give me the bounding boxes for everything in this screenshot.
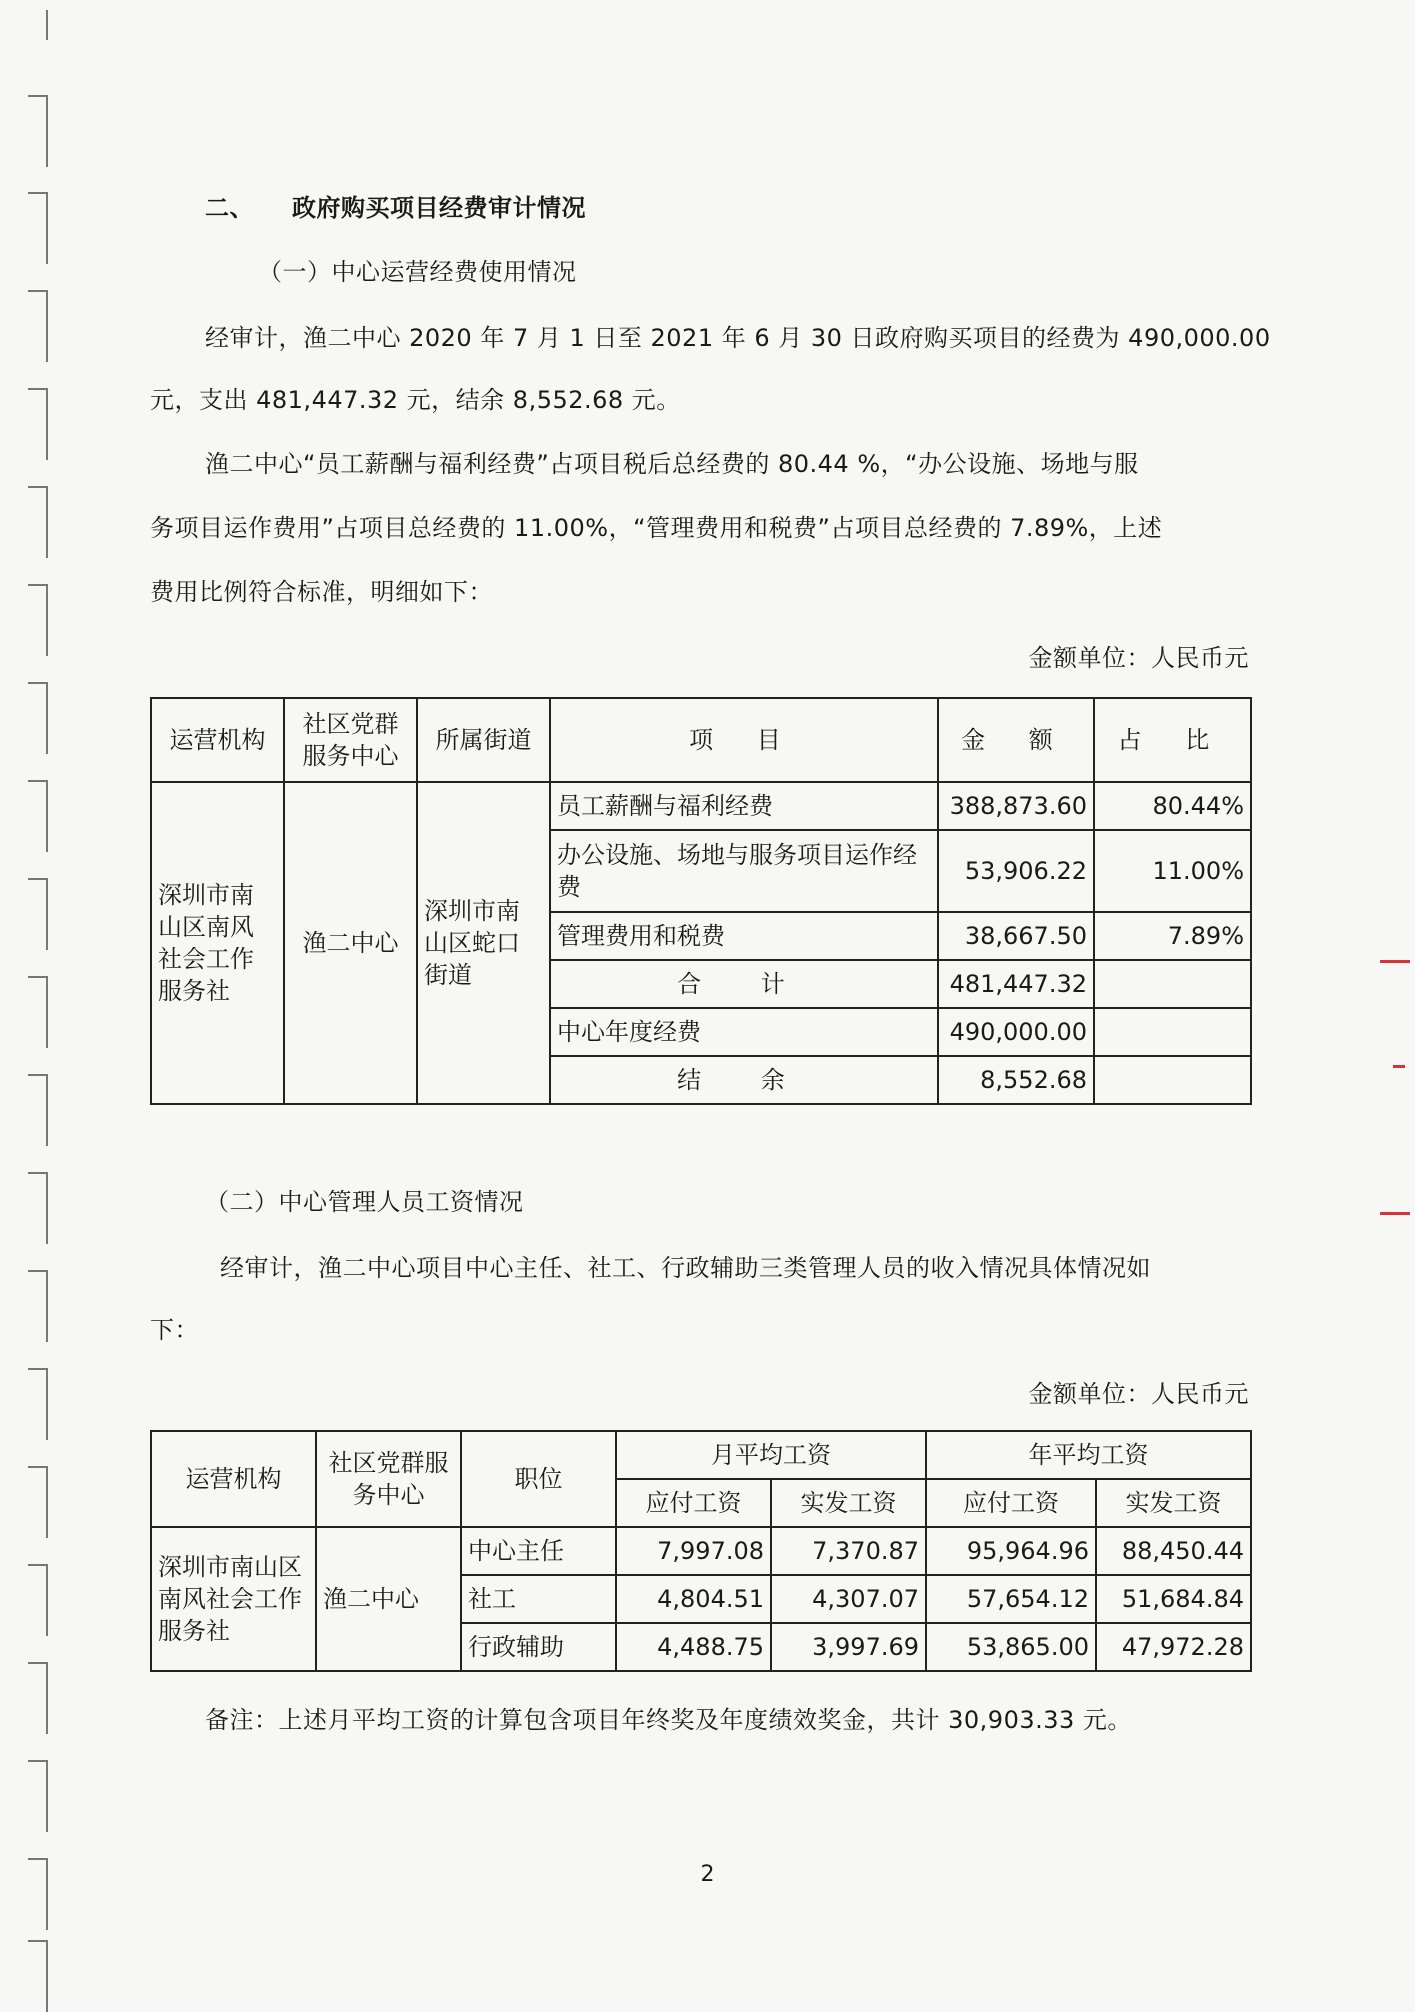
- header-ratio: 占 比: [1094, 698, 1251, 782]
- yearly-payable-cell: 53,865.00: [926, 1623, 1096, 1671]
- header-item: 项 目: [550, 698, 938, 782]
- header-monthly-actual: 实发工资: [771, 1479, 926, 1527]
- amount-unit-label: 金额单位：人民币元: [1028, 644, 1249, 672]
- header-position: 职位: [461, 1431, 616, 1527]
- binding-edge: [0, 0, 60, 2000]
- amount-cell: 490,000.00: [938, 1008, 1094, 1056]
- amount-cell: 53,906.22: [938, 830, 1094, 912]
- paragraph-2-line-3: 费用比例符合标准，明细如下：: [150, 578, 493, 606]
- ratio-cell: 11.00%: [1094, 830, 1251, 912]
- monthly-payable-cell: 7,997.08: [616, 1527, 771, 1575]
- header-yearly-payable: 应付工资: [926, 1479, 1096, 1527]
- amount-cell: 388,873.60: [938, 782, 1094, 830]
- header-center: 社区党群服务中心: [316, 1431, 461, 1527]
- monthly-payable-cell: 4,804.51: [616, 1575, 771, 1623]
- seal-edge-mark: [1380, 1212, 1410, 1215]
- ratio-cell: 7.89%: [1094, 912, 1251, 960]
- monthly-actual-cell: 3,997.69: [771, 1623, 926, 1671]
- ratio-cell: [1094, 1008, 1251, 1056]
- table-row: [151, 782, 1251, 830]
- monthly-actual-cell: 4,307.07: [771, 1575, 926, 1623]
- item-cell: 员工薪酬与福利经费: [550, 782, 938, 830]
- amount-cell: 481,447.32: [938, 960, 1094, 1008]
- header-monthly: 月平均工资: [616, 1431, 926, 1479]
- amount-cell: 8,552.68: [938, 1056, 1094, 1104]
- street-cell: 深圳市南山区蛇口街道: [417, 782, 550, 1104]
- table-header-row: [151, 1431, 1251, 1479]
- header-org: 运营机构: [151, 1431, 316, 1527]
- amount-cell: 38,667.50: [938, 912, 1094, 960]
- table-row: [151, 1527, 1251, 1575]
- section-heading: 政府购买项目经费审计情况: [292, 194, 586, 222]
- yearly-actual-cell: 88,450.44: [1096, 1527, 1251, 1575]
- subsection-title-1: （一）中心运营经费使用情况: [258, 258, 577, 286]
- center-cell: 渔二中心: [316, 1527, 461, 1671]
- table-note: 备注：上述月平均工资的计算包含项目年终奖及年度绩效奖金，共计 30,903.33 元。: [205, 1706, 1132, 1734]
- header-center: 社区党群服务中心: [284, 698, 417, 782]
- salary-table: [150, 1430, 1252, 1672]
- table-header-row: [151, 698, 1251, 782]
- ratio-cell: [1094, 960, 1251, 1008]
- yearly-actual-cell: 51,684.84: [1096, 1575, 1251, 1623]
- seal-edge-mark: [1380, 960, 1410, 963]
- position-cell: 社工: [461, 1575, 616, 1623]
- amount-unit-label-2: 金额单位：人民币元: [1028, 1380, 1249, 1408]
- paragraph-3-line-2: 下：: [150, 1316, 199, 1344]
- center-cell: 渔二中心: [284, 782, 417, 1104]
- section-number: 二、: [205, 194, 254, 222]
- paragraph-1-line-1: 经审计，渔二中心 2020 年 7 月 1 日至 2021 年 6 月 30 日政府购买项目的经费为 490,000.00: [205, 324, 1271, 352]
- position-cell: 中心主任: [461, 1527, 616, 1575]
- item-cell-total: 合 计: [550, 960, 938, 1008]
- item-cell: 管理费用和税费: [550, 912, 938, 960]
- monthly-actual-cell: 7,370.87: [771, 1527, 926, 1575]
- header-street: 所属街道: [417, 698, 550, 782]
- org-cell: 深圳市南山区南风社会工作服务社: [151, 1527, 316, 1671]
- paragraph-1-line-2: 元，支出 481,447.32 元，结余 8,552.68 元。: [150, 386, 681, 414]
- item-cell: 中心年度经费: [550, 1008, 938, 1056]
- org-cell: 深圳市南山区南风社会工作服务社: [151, 782, 284, 1104]
- position-cell: 行政辅助: [461, 1623, 616, 1671]
- header-monthly-payable: 应付工资: [616, 1479, 771, 1527]
- ratio-cell: 80.44%: [1094, 782, 1251, 830]
- paragraph-3-line-1: 经审计，渔二中心项目中心主任、社工、行政辅助三类管理人员的收入情况具体情况如: [220, 1254, 1151, 1282]
- paragraph-2-line-1: 渔二中心“员工薪酬与福利经费”占项目税后总经费的 80.44 %，“办公设施、场地与服: [205, 450, 1139, 478]
- item-cell-balance: 结 余: [550, 1056, 938, 1104]
- header-amount: 金 额: [938, 698, 1094, 782]
- header-org: 运营机构: [151, 698, 284, 782]
- monthly-payable-cell: 4,488.75: [616, 1623, 771, 1671]
- seal-edge-mark: [1393, 1065, 1405, 1068]
- page-number: 2: [700, 1862, 715, 1887]
- yearly-payable-cell: 95,964.96: [926, 1527, 1096, 1575]
- header-yearly: 年平均工资: [926, 1431, 1251, 1479]
- header-yearly-actual: 实发工资: [1096, 1479, 1251, 1527]
- ratio-cell: [1094, 1056, 1251, 1104]
- expense-table: [150, 697, 1252, 1105]
- paragraph-2-line-2: 务项目运作费用”占项目总经费的 11.00%，“管理费用和税费”占项目总经费的 7.89%，上述: [150, 514, 1163, 542]
- yearly-payable-cell: 57,654.12: [926, 1575, 1096, 1623]
- item-cell: 办公设施、场地与服务项目运作经费: [550, 830, 938, 912]
- yearly-actual-cell: 47,972.28: [1096, 1623, 1251, 1671]
- subsection-title-2: （二）中心管理人员工资情况: [205, 1188, 524, 1216]
